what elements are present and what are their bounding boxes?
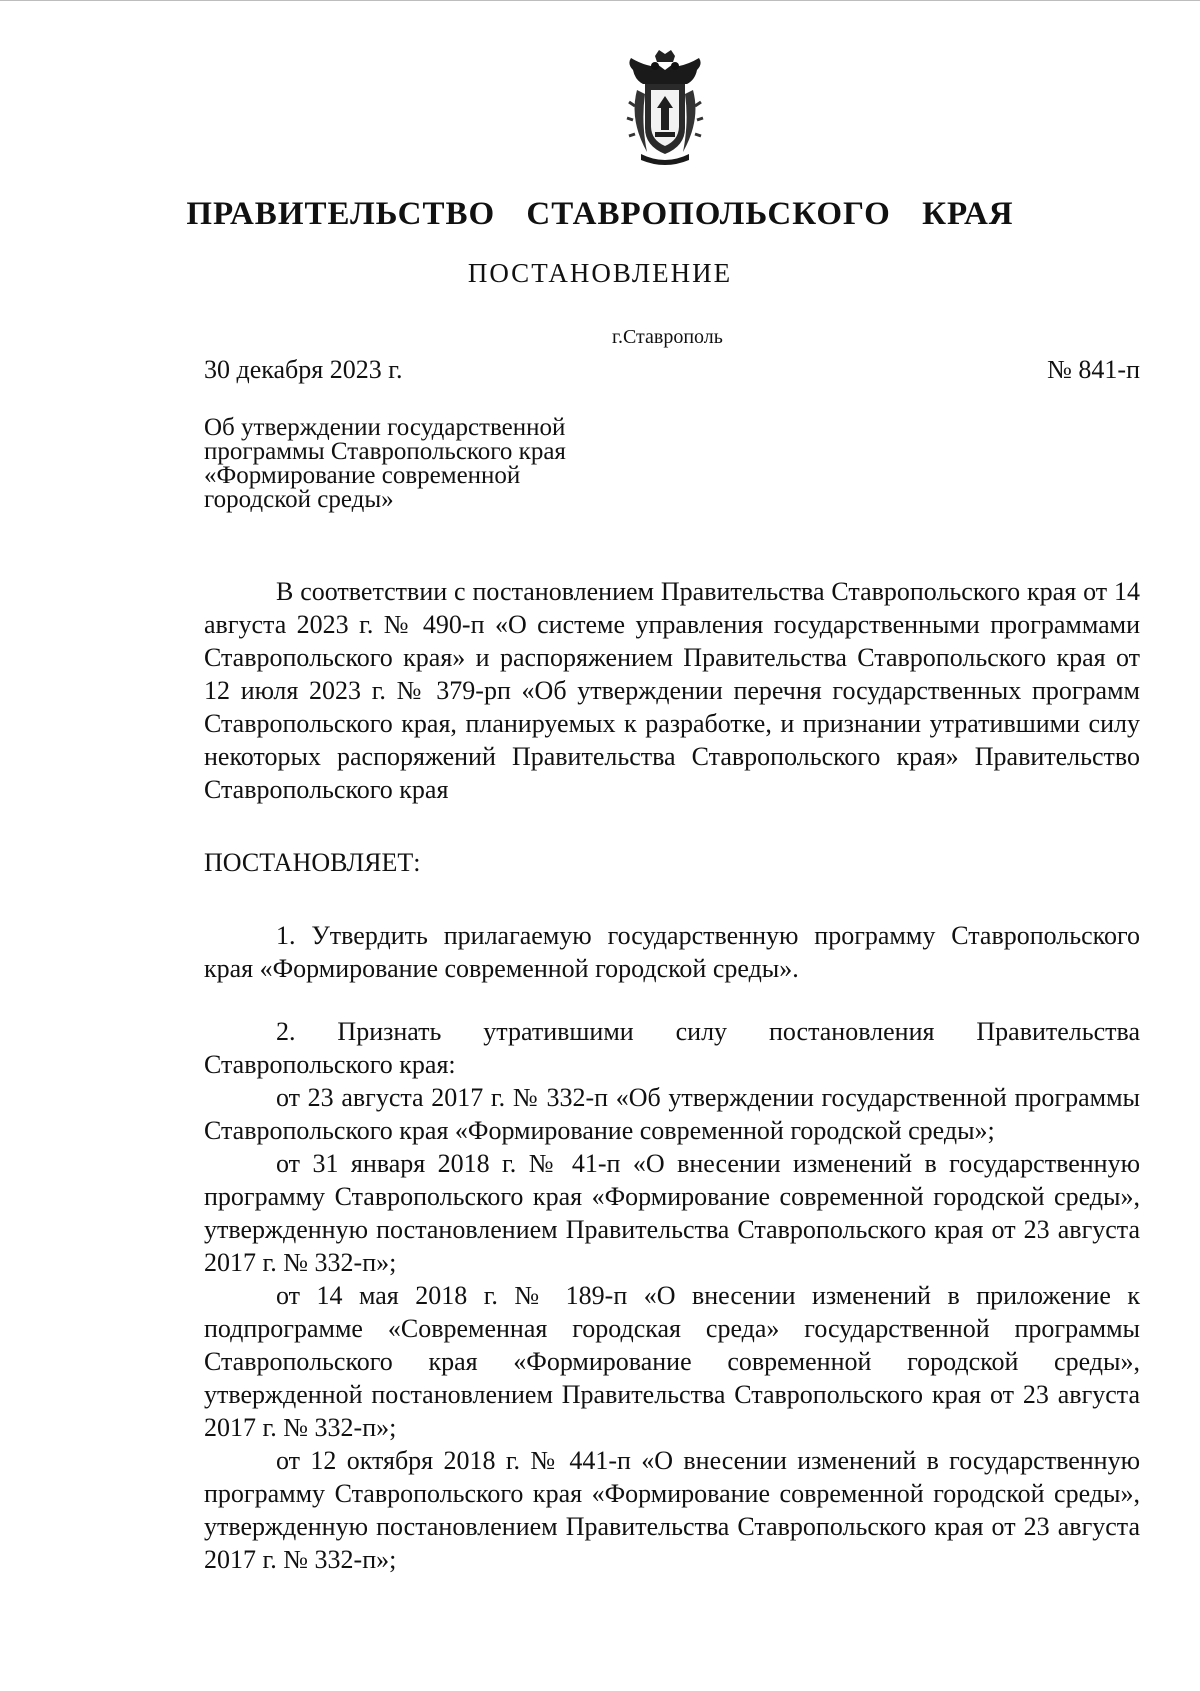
document-body: [204, 575, 1140, 1576]
repealed-decree-entry: от 14 мая 2018 г. № 189-п «О внесении изменений в приложение к подпрограмме «Современная городская среда» государственной программы Ставропольского края «Формирование современной городской среды», утвержденной постановлением Правительства Ставропольского края от 23 августа 2017 г. № 332-п»;: [204, 1281, 1140, 1442]
preamble-paragraph: В соответствии с постановлением Правительства Ставропольского края от 14 августа 2023 г. № 490-п «О системе управления государственными программами Ставропольского края» и распоряжением Правительства Ставропольского края от 12 июля 2023 г. № 379-рп «Об утверждении перечня государственных программ Ставропольского края, планируемых к разработке, и признании утратившими силу некоторых распоряжений Правительства Ставропольского края» Правительство Ставропольского края: [204, 577, 1140, 804]
subject-line: программы Ставропольского края: [204, 438, 566, 465]
repealed-decree-entry: от 23 августа 2017 г. № 332-п «Об утверждении государственной программы Ставропольского края «Формирование современной городской среды»;: [204, 1083, 1140, 1145]
subject-line: городской среды»: [204, 486, 394, 513]
repealed-decree-entry: от 31 января 2018 г. № 41-п «О внесении изменений в государственную программу Ставропольского края «Формирование современной городской среды», утвержденную постановлением Правительства Ставропольского края от 23 августа 2017 г. № 332-п»;: [204, 1149, 1140, 1277]
repealed-decree-entry: от 12 октября 2018 г. № 441-п «О внесении изменений в государственную программу Ставропольского края «Формирование современной городской среды», утвержденную постановлением Правительства Ставропольского края от 23 августа 2017 г. № 332-п»;: [204, 1446, 1140, 1574]
decree-word: ПОСТАНОВЛЯЕТ:: [204, 848, 421, 877]
government-heading: ПРАВИТЕЛЬСТВО СТАВРОПОЛЬСКОГО КРАЯ: [186, 196, 1014, 232]
issue-city: г.Ставрополь: [612, 326, 723, 348]
document-subject: [204, 416, 624, 512]
subject-line: Об утверждении государственной: [204, 414, 566, 441]
scan-edge-line: [0, 0, 1200, 1]
stavropol-coat-of-arms-icon: [625, 50, 705, 168]
document-type: ПОСТАНОВЛЕНИЕ: [467, 258, 733, 288]
subject-line: «Формирование современной: [204, 462, 521, 489]
item-2-intro: 2. Признать утратившими силу постановления Правительства Ставропольского края:: [204, 1017, 1140, 1079]
item-1-paragraph: 1. Утвердить прилагаемую государственную программу Ставропольского края «Формирование современной городской среды».: [204, 921, 1140, 983]
issue-date: 30 декабря 2023 г.: [204, 355, 403, 384]
document-number: № 841-п: [1047, 355, 1140, 384]
